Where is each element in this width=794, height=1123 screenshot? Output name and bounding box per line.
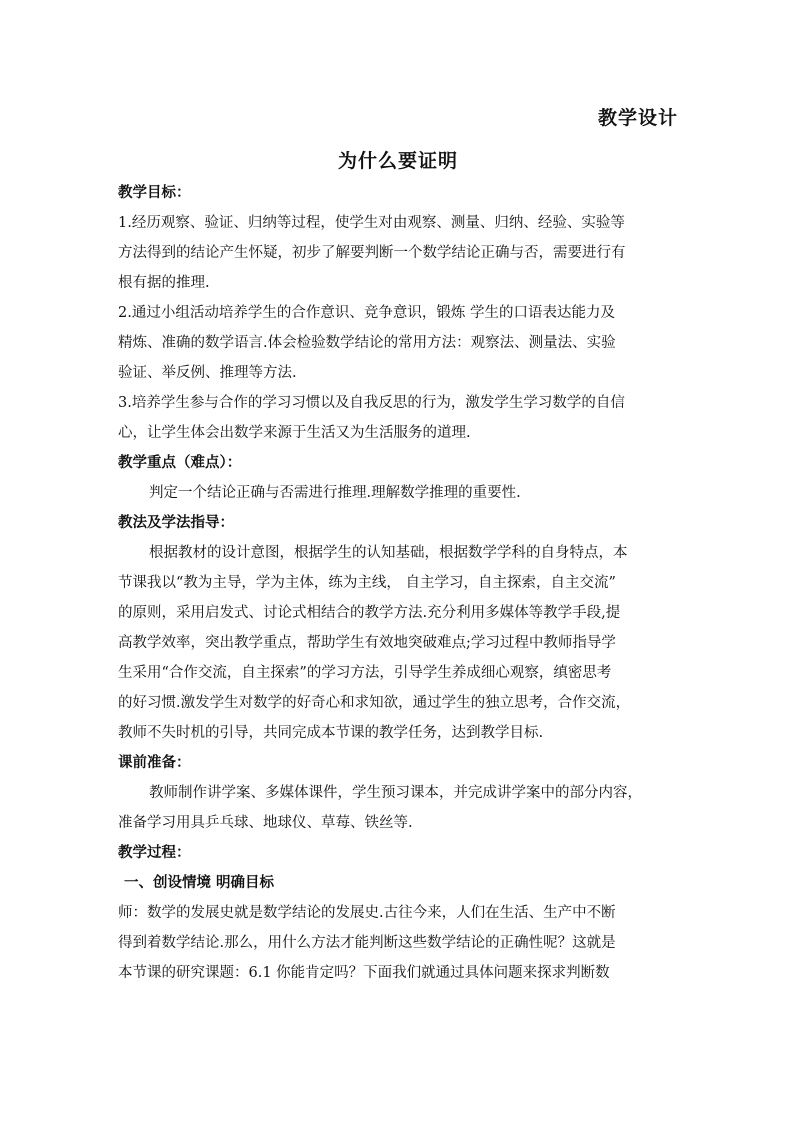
paragraph-line: 精炼、准确的数学语言.体会检验数学结论的常用方法：观察法、测量法、实验 — [118, 335, 616, 351]
subsection-heading: 一、创设情境 明确目标 — [124, 874, 275, 891]
paragraph-line: 根据教材的设计意图，根据学生的认知基础，根据数学学科的自身特点，本 — [149, 545, 628, 561]
paragraph-line: 2.通过小组活动培养学生的合作意识、竞争意识，锻炼 学生的口语表达能力及 — [118, 305, 615, 321]
paragraph-line: 高教学效率，突出教学重点，帮助学生有效地突破难点;学习过程中教师指导学 — [118, 635, 616, 651]
paragraph-line: 得到着数学结论.那么，用什么方法才能判断这些数学结论的正确性呢？这就是 — [118, 935, 616, 951]
document-body — [118, 178, 678, 988]
paragraph-line: 方法得到的结论产生怀疑，初步了解要判断一个数学结论正确与否，需要进行有 — [118, 245, 626, 261]
section-heading: 课前准备： — [118, 754, 191, 771]
paragraph-line: 判定一个结论正确与否需进行推理.理解数学推理的重要性. — [149, 485, 521, 501]
paragraph-line: 生采用“合作交流，自主探索”的学习方法，引导学生养成细心观察，缜密思考 — [118, 665, 612, 681]
paragraph-line: 教师不失时机的引导，共同完成本节课的教学任务，达到教学目标. — [118, 725, 544, 741]
paragraph-line: 验证、举反例、推理等方法. — [118, 365, 297, 381]
section-heading: 教学目标： — [118, 184, 191, 201]
section-heading: 教法及学法指导： — [118, 514, 234, 531]
paragraph-line: 的原则，采用启发式、讨论式相结合的教学方法.充分利用多媒体等教学手段,提 — [118, 605, 621, 621]
section-heading: 教学过程： — [118, 844, 191, 861]
section-heading: 教学重点（难点）： — [118, 454, 242, 471]
paragraph-line: 师：数学的发展史就是数学结论的发展史.古往今来，人们在生活、生产中不断 — [118, 905, 616, 921]
paragraph-line: 的好习惯.激发学生对数学的好奇心和求知欲，通过学生的独立思考，合作交流， — [118, 695, 631, 711]
paragraph-line: 3.培养学生参与合作的学习习惯以及自我反思的行为，激发学生学习数学的自信 — [118, 395, 625, 411]
document-type-label: 教学设计 — [597, 107, 678, 129]
paragraph-line: 本节课的研究课题：6.1 你能肯定吗？下面我们就通过具体问题来探求判断数 — [118, 965, 610, 981]
paragraph-line: 心，让学生体会出数学来源于生活又为生活服务的道理. — [118, 425, 471, 441]
paragraph-line: 节课我以“教为主导，学为主体，练为主线， 自主学习，自主探索，自主交流” — [118, 575, 616, 591]
lesson-title: 为什么要证明 — [337, 150, 458, 172]
paragraph-line: 准备学习用具乒乓球、地球仪、草莓、铁丝等. — [118, 815, 413, 831]
paragraph-line: 1.经历观察、验证、归纳等过程，使学生对由观察、测量、归纳、经验、实验等 — [118, 215, 625, 231]
paragraph-line: 教师制作讲学案、多媒体课件，学生预习课本，并完成讲学案中的部分内容， — [149, 785, 642, 801]
paragraph-line: 根有据的推理. — [118, 275, 210, 291]
